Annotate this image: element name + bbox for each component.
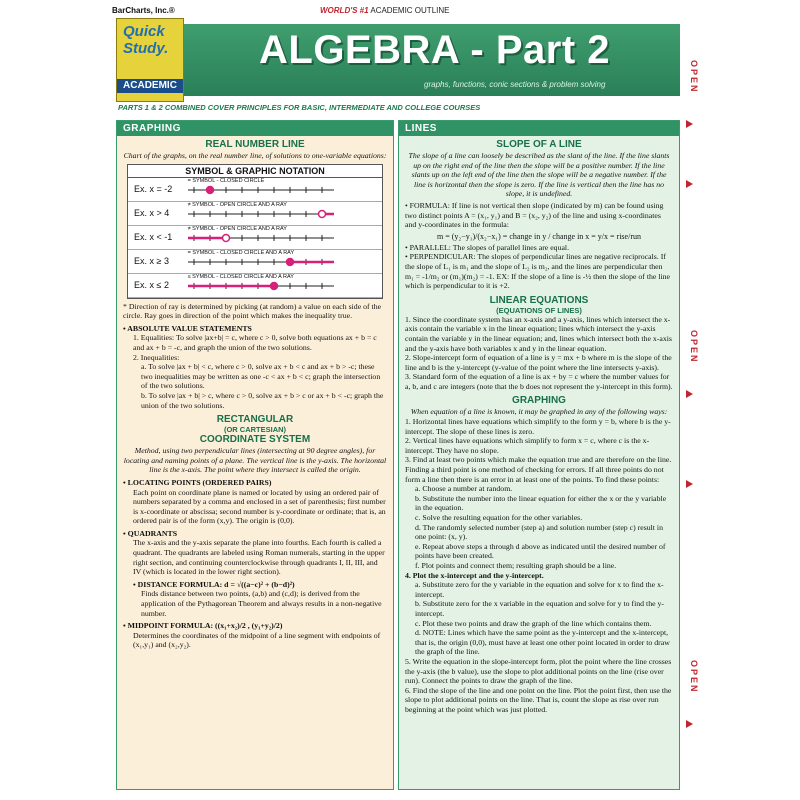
number-line-example: Ex. x = -2 xyxy=(134,184,173,195)
graph-step-3: 3. Find at least two points which make the equation true and are therefore on the line. Finding a third point is one method of checking for errors. If all three points do not form a line then there is an error in at least one of the points. To find these points: xyxy=(405,455,672,484)
slope-intro: The slope of a line can loosely be described as the slant of the line. If the line slants up on the right end of the line then the slope will be a positive number. If the line slants up on the left end of the line then the slope will be a negative number. If the line is horizontal then the slope is zero. If the line is vertical then the line has no slope, it is undefined. xyxy=(408,151,670,199)
open-tab xyxy=(684,180,708,240)
quickstudy-logo: Quick Study. ACADEMIC xyxy=(116,18,184,102)
tagline: PARTS 1 & 2 COMBINED COVER PRINCIPLES FOR BASIC, INTERMEDIATE AND COLLEGE COURSES xyxy=(118,103,481,112)
mid-text: Determines the coordinates of the midpoint of a line segment with endpoints of (x₁,y₁) and (x₂,y₂). xyxy=(133,630,381,650)
number-line xyxy=(184,178,384,201)
graph-step-3b: b. Substitute the number into the linear equation for either the x or the y variable in the equation. xyxy=(415,493,667,513)
open-circle xyxy=(222,234,229,241)
coordinate-system-title: COORDINATE SYSTEM xyxy=(199,434,311,446)
number-line xyxy=(184,274,384,297)
graph-step-3c: c. Solve the resulting equation for the other variables. xyxy=(415,513,583,522)
world-academic-outline: WORLD'S #1 ACADEMIC OUTLINE xyxy=(320,6,450,15)
abs-2a: a. To solve |ax + b| < c, where c > 0, solve ax + b < c and ax + b > -c; these two inequalities may be written as one -c < ax + b < c; graph the intersection of the two solutions. xyxy=(141,362,381,391)
number-line-example: Ex. x < -1 xyxy=(134,232,173,243)
rnl-intro: Chart of the graphs, on the real number line, of solutions to one-variable equations: xyxy=(123,151,387,160)
publisher: BarCharts, Inc.® xyxy=(112,6,175,15)
graph-step-6: 6. Find the slope of the line and one point on the line. Plot the point first, then use the slope to plot additional points on the line. That is, count the slope as rise over run beginning at the point which was just plotted. xyxy=(405,685,672,714)
number-line-note: = SYMBOL - CLOSED CIRCLE xyxy=(187,177,265,184)
lines-column xyxy=(398,120,680,790)
title-banner xyxy=(184,24,680,96)
abs-2b: b. To solve |ax + b| > c, where c > 0, solve ax + b > c or ax + b < -c; graph the union of the two solutions. xyxy=(141,390,384,410)
open-tab: OPEN xyxy=(684,330,708,390)
perpendicular: • PERPENDICULAR: The slopes of perpendicular lines are negative reciprocals. If the slope of L₁ is m₁ and the slope of L₂ is m₂, and the lines are perpendicular then m₁ = -1/m₂ or (m₁)(m₂) = -1. EX: If the slope of a line is -½ then the slope of the line which is perpendicular to it is +2. xyxy=(405,252,670,291)
loc-text: Each point on coordinate plane is named or located by using an ordered pair of numbers separated by a comma and enclosed in a set of parenthesis; first number is x-coordinate or abscissa; second number is y-coordinate or ordinate; that is, an ordered pair is of the form (x,y). The origin is (0,0). xyxy=(133,487,386,526)
graph-step-4a: a. Substitute zero for the y variable in the equation and solve for x to find the x-intercept. xyxy=(415,580,664,599)
rect-sub: (OR CARTESIAN) xyxy=(223,425,287,435)
loc-title: • LOCATING POINTS (ORDERED PAIRS) xyxy=(123,477,272,487)
graph-step-4b: b. Substitute zero for the x variable in the equation and solve for y to find the y-intercept. xyxy=(415,599,665,618)
lin-1: 1. Since the coordinate system has an x-axis and a y-axis, lines which intersect the x-axis contain the variable x in the linear equation; lines which intersect the y-axis contain the variable y in the linear equation; and, lines which intersect both the x-axis and the y-axis have both variables x and y in the linear equation. xyxy=(405,314,672,353)
quad-text: The x-axis and the y-axis separate the plane into fourths. Each fourth is called a quadrant. The quadrants are labeled using Roman numerals, starting in the upper right section, and continuing counterclockwise through quadrants I, II, III, and IV (which is located in the lower right section). xyxy=(133,538,385,577)
section-header-lines: LINES xyxy=(399,121,679,136)
number-line-row xyxy=(128,250,382,274)
real-number-line-title: REAL NUMBER LINE xyxy=(205,139,305,150)
graph-step-1: 1. Horizontal lines have equations which simplify to the form y = b, where b is the y-intercept. The slope of these lines is zero. xyxy=(405,417,671,436)
graph-step-4: 4. Plot the x-intercept and the y-intercept. xyxy=(405,570,544,580)
mid-title: • MIDPOINT FORMULA: ((x₁+x₂)/2 , (y₁+y₂)/2) xyxy=(123,621,283,631)
graph-step-3e: e. Repeat above steps a through d above as indicated until the desired number of points have been created. xyxy=(415,541,666,561)
number-line-note: ≠ SYMBOL - OPEN CIRCLE AND A RAY xyxy=(187,225,287,232)
number-line-example: Ex. x > 4 xyxy=(134,208,170,219)
number-line xyxy=(184,202,384,225)
graphing-column xyxy=(116,120,394,790)
open-circle xyxy=(318,210,325,217)
number-line xyxy=(184,226,384,249)
number-line-row xyxy=(128,226,382,250)
graph-step-2: 2. Vertical lines have equations which simplify to form x = c, where c is the x-intercept. They have no slope. xyxy=(405,436,650,455)
slope-formula: m = (y₂−y₁)/(x₂−x₁) = change in y / change in x = y/x = rise/run xyxy=(437,231,641,241)
page-title: ALGEBRA - Part 2 xyxy=(259,28,611,72)
open-tab: OPEN xyxy=(684,60,708,120)
rect-title: RECTANGULAR xyxy=(216,414,294,426)
quad-title: • QUADRANTS xyxy=(123,528,178,538)
abs-2: 2. Inequalities: xyxy=(133,352,180,362)
number-line-example: Ex. x ≤ 2 xyxy=(134,280,169,291)
graph-step-4c: c. Plot these two points and draw the graph of the line which contains them. xyxy=(415,618,652,628)
symbol-notation-title: SYMBOL & GRAPHIC NOTATION xyxy=(128,165,382,178)
graph-step-5: 5. Write the equation in the slope-intercept form, plot the point where the line crosses the y-axis (the b value), use the slope to plot additional points on the line (rise over run). Connect the points to draw the graph of the line. xyxy=(405,656,672,686)
graph-step-3f: f. Plot points and connect them; resulting graph should be a line. xyxy=(415,560,617,570)
symbol-notation-box xyxy=(127,164,383,299)
closed-circle xyxy=(206,186,213,193)
number-line-row xyxy=(128,274,382,298)
closed-circle xyxy=(286,258,293,265)
graphing-intro: When equation of a line is known, it may be graphed in any of the following ways: xyxy=(410,407,668,417)
linear-equations-sub: (EQUATIONS OF LINES) xyxy=(496,305,582,315)
dist-title: • DISTANCE FORMULA: d = √((a−c)² + (b−d)²) xyxy=(133,579,295,589)
lin-2: 2. Slope-intercept form of equation of a line is y = mx + b where m is the slope of the line and b is the y-intercept (y-value of the point where the line intersects y-axis). xyxy=(405,353,672,372)
ray-note: * Direction of ray is determined by picking (at random) a value on each side of the circle. Ray goes in direction of the point which makes the inequality true. xyxy=(123,301,382,321)
number-line-row xyxy=(128,202,382,226)
number-line-note: ≤ SYMBOL - CLOSED CIRCLE AND A RAY xyxy=(187,273,294,280)
graph-step-3a: a. Choose a number at random. xyxy=(415,484,513,494)
lin-3: 3. Standard form of the equation of a line is ax + by = c where the number values for a, b, and c are integers (note that the b does not represent the y-intercept in this form). xyxy=(405,372,673,391)
open-tab xyxy=(684,480,708,540)
graphing-title: GRAPHING xyxy=(512,395,566,407)
page-subtitle: graphs, functions, conic sections & problem solving xyxy=(424,80,606,89)
number-line-row xyxy=(128,178,382,202)
rect-intro: Method, using two perpendicular lines (intersecting at 90 degree angles), for locating and naming points of a plane. The vertical line is the y-axis. The horizontal line is the x-axis. The point where they intersect is called the origin. xyxy=(123,446,387,475)
closed-circle xyxy=(270,282,277,289)
number-line-note: = SYMBOL - CLOSED CIRCLE AND A RAY xyxy=(187,249,295,256)
graph-step-3d: d. The randomly selected number (step a) and solution number (step c) result in one point: (x, y). xyxy=(415,522,663,542)
linear-equations-title: LINEAR EQUATIONS xyxy=(489,294,589,306)
abs-title: • ABSOLUTE VALUE STATEMENTS xyxy=(123,323,252,333)
dist-text: Finds distance between two points, (a,b) and (c,d); is derived from the application of the Pythagorean Theorem and always results in a non-negative number. xyxy=(141,589,382,618)
number-line xyxy=(184,250,384,273)
parallel: • PARALLEL: The slopes of parallel lines are equal. xyxy=(405,242,570,252)
formula-text: • FORMULA: If line is not vertical then slope (indicated by m) can be found using two distinct points A = (x₁, y₁) and B = (x₂, y₂) of the line and using x-coordinates and y-coordinates in the formula: xyxy=(405,200,664,230)
section-header-graphing: GRAPHING xyxy=(117,121,393,136)
slope-title: SLOPE OF A LINE xyxy=(496,139,582,150)
number-line-note: ≠ SYMBOL - OPEN CIRCLE AND A RAY xyxy=(187,201,287,208)
abs-1: 1. Equalities: To solve |ax+b| = c, where c > 0, solve both equations ax + b = c and ax + b = -c, and graph the union of the two solutions. xyxy=(133,333,377,352)
number-line-example: Ex. x ≥ 3 xyxy=(134,256,169,267)
graph-step-4d: d. NOTE: Lines which have the same point as the y-intercept and the x-intercept, that is, the origin (0,0), must have at least one other point located in order to draw the graph of the line. xyxy=(415,628,670,657)
open-tab: OPEN xyxy=(684,660,708,720)
